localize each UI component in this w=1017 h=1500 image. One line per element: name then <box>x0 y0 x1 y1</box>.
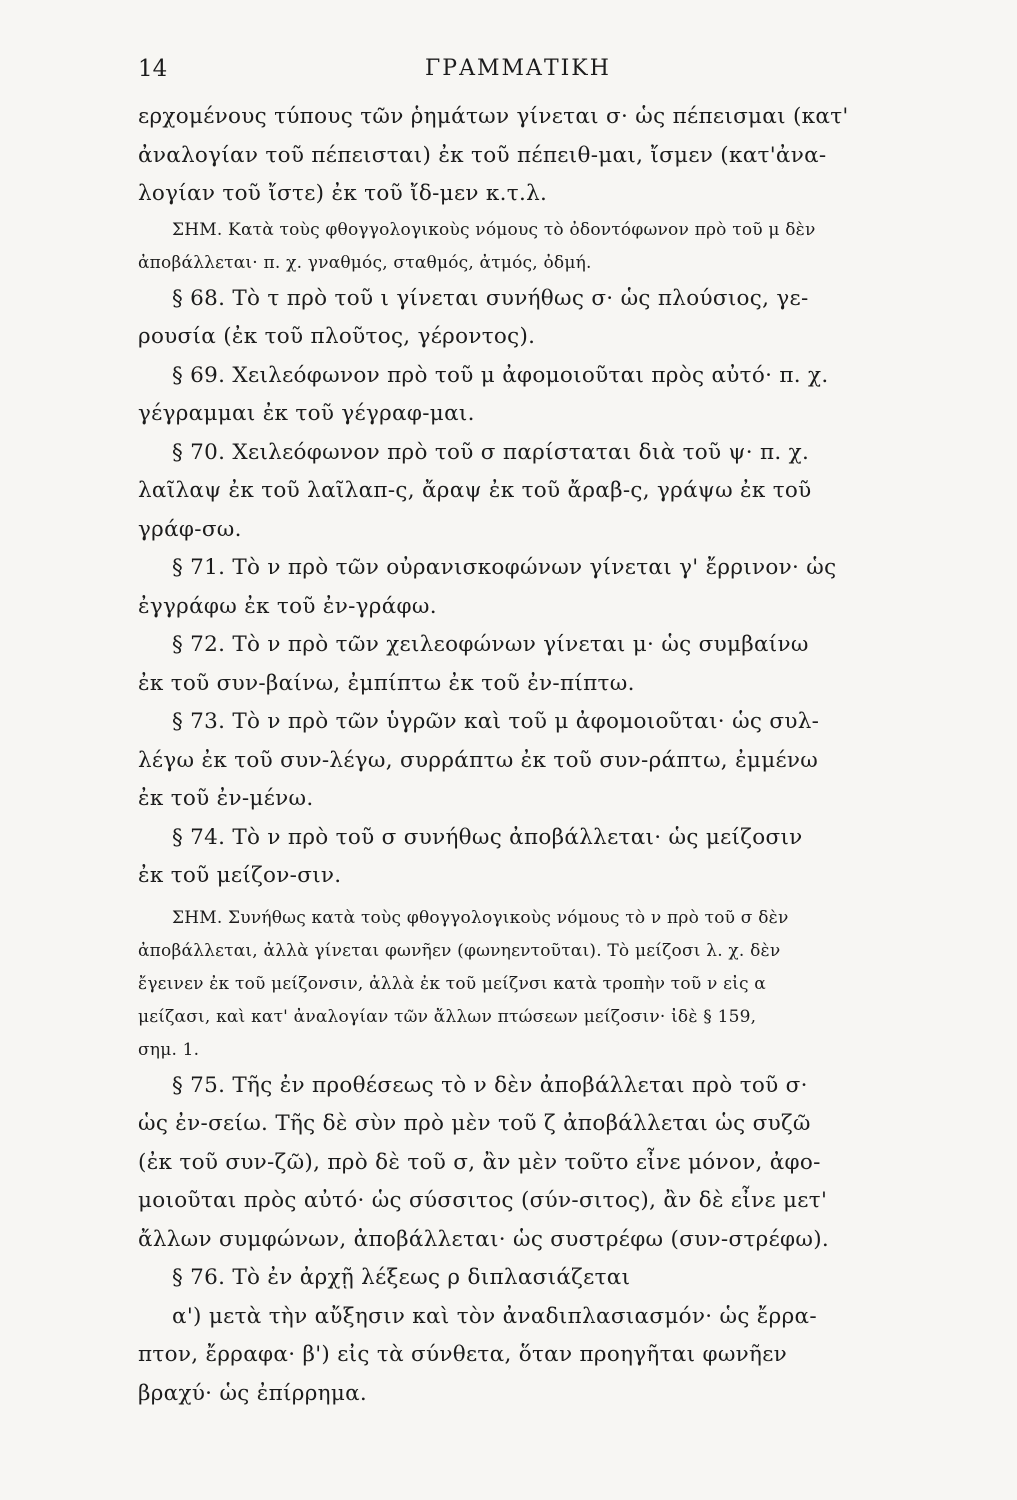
section-69-line: § 69. Χειλεόφωνον πρὸ τοῦ μ ἀφομοιοῦται πρὸς αὐτό· π. χ. <box>172 362 829 388</box>
page-number: 14 <box>138 56 168 82</box>
text-line: ἐγγράφω ἐκ τοῦ ἐν-γράφω. <box>138 593 437 619</box>
text-line: (ἐκ τοῦ συν-ζῶ), πρὸ δὲ τοῦ σ, ἂν μὲν τοῦτο εἶνε μόνον, ἀφο- <box>138 1149 821 1175</box>
note-line: ΣΗΜ. Κατὰ τοὺς φθογγολογικοὺς νόμους τὸ ὀδοντόφωνον πρὸ τοῦ μ δὲν <box>172 219 816 240</box>
note-line: μείζασι, καὶ κατ' ἀναλογίαν τῶν ἄλλων πτώσεων μείζοσιν· ἰδὲ § 159, <box>138 1006 757 1027</box>
text-line: ρουσία (ἐκ τοῦ πλοῦτος, γέροντος). <box>138 324 536 349</box>
note-line: ἔγεινεν ἐκ τοῦ μείζονσιν, ἀλλὰ ἐκ τοῦ μείζνσι κατὰ τροπὴν τοῦ ν εἰς α <box>138 973 766 994</box>
note-line: ἀποβάλλεται, ἀλλὰ γίνεται φωνῆεν (φωνηεντοῦται). Τὸ μείζοσι λ. χ. δὲν <box>138 940 781 961</box>
page-header <box>138 50 898 90</box>
text-line: ὡς ἐν-σείω. Τῆς δὲ σὺν πρὸ μὲν τοῦ ζ ἀποβάλλεται ὡς συζῶ <box>138 1111 811 1136</box>
section-68-line: § 68. Τὸ τ πρὸ τοῦ ι γίνεται συνήθως σ· ὡς πλούσιος, γε- <box>172 285 809 311</box>
note-line: ΣΗΜ. Συνήθως κατὰ τοὺς φθογγολογικοὺς νόμους τὸ ν πρὸ τοῦ σ δὲν <box>172 907 789 928</box>
text-line: α') μετὰ τὴν αὔξησιν καὶ τὸν ἀναδιπλασιασμόν· ὡς ἔρρα- <box>172 1303 817 1329</box>
section-72-line: § 72. Τὸ ν πρὸ τῶν χειλεοφώνων γίνεται μ· ὡς συμβαίνω <box>172 632 809 657</box>
text-line: λαῖλαψ ἐκ τοῦ λαῖλαπ-ς, ἄραψ ἐκ τοῦ ἄραβ-ς, γράψω ἐκ τοῦ <box>138 478 812 503</box>
text-line: ερχομένους τύπους τῶν ῥημάτων γίνεται σ· ὡς πέπεισμαι (κατ' <box>138 104 849 129</box>
section-75-line: § 75. Τῆς ἐν προθέσεως τὸ ν δὲν ἀποβάλλεται πρὸ τοῦ σ· <box>172 1072 808 1098</box>
text-line: γέγραμμαι ἐκ τοῦ γέγραφ-μαι. <box>138 401 475 426</box>
section-71-line: § 71. Τὸ ν πρὸ τῶν οὐρανισκοφώνων γίνεται γ' ἔρρινον· ὡς <box>172 555 837 580</box>
running-title: ΓΡΑΜΜΑΤΙΚΗ <box>425 56 611 81</box>
text-line: λέγω ἐκ τοῦ συν-λέγω, συρράπτω ἐκ τοῦ συν-ράπτω, ἐμμένω <box>138 747 819 773</box>
text-line: γράφ-σω. <box>138 516 242 542</box>
note-line: ἀποβάλλεται· π. χ. γναθμός, σταθμός, ἀτμός, ὀδμή. <box>138 252 592 273</box>
text-line: ἄλλων συμφώνων, ἀποβάλλεται· ὡς συστρέφω (συν-στρέφω). <box>138 1226 830 1252</box>
text-line: ἐκ τοῦ μείζον-σιν. <box>138 863 342 888</box>
note-line: σημ. 1. <box>138 1039 200 1060</box>
text-line: ἐκ τοῦ ἐν-μένω. <box>138 786 314 811</box>
text-line: βραχύ· ὡς ἐπίρρημα. <box>138 1380 368 1406</box>
text-line: λογίαν τοῦ ἴστε) ἐκ τοῦ ἴδ-μεν κ.τ.λ. <box>138 181 548 206</box>
text-line: μοιοῦται πρὸς αὐτό· ὡς σύσσιτος (σύν-σιτος), ἂν δὲ εἶνε μετ' <box>138 1188 828 1213</box>
section-76-line: § 76. Τὸ ἐν ἀρχῇ λέξεως ρ διπλασιάζεται <box>172 1265 631 1290</box>
body-text <box>138 98 898 1413</box>
text-line: πτον, ἔρραφα· β') εἰς τὰ σύνθετα, ὅταν προηγῆται φωνῆεν <box>138 1342 788 1367</box>
text-line: ἐκ τοῦ συν-βαίνω, ἐμπίπτω ἐκ τοῦ ἐν-πίπτω. <box>138 670 635 696</box>
section-74-line: § 74. Τὸ ν πρὸ τοῦ σ συνήθως ἀποβάλλεται· ὡς μείζοσιν <box>172 824 803 850</box>
text-line: ἀναλογίαν τοῦ πέπεισται) ἐκ τοῦ πέπειθ-μαι, ἴσμεν (κατ'ἀνα- <box>138 142 827 168</box>
section-73-line: § 73. Τὸ ν πρὸ τῶν ὑγρῶν καὶ τοῦ μ ἀφομοιοῦται· ὡς συλ- <box>172 709 820 734</box>
section-70-line: § 70. Χειλεόφωνον πρὸ τοῦ σ παρίσταται διὰ τοῦ ψ· π. χ. <box>172 439 810 465</box>
